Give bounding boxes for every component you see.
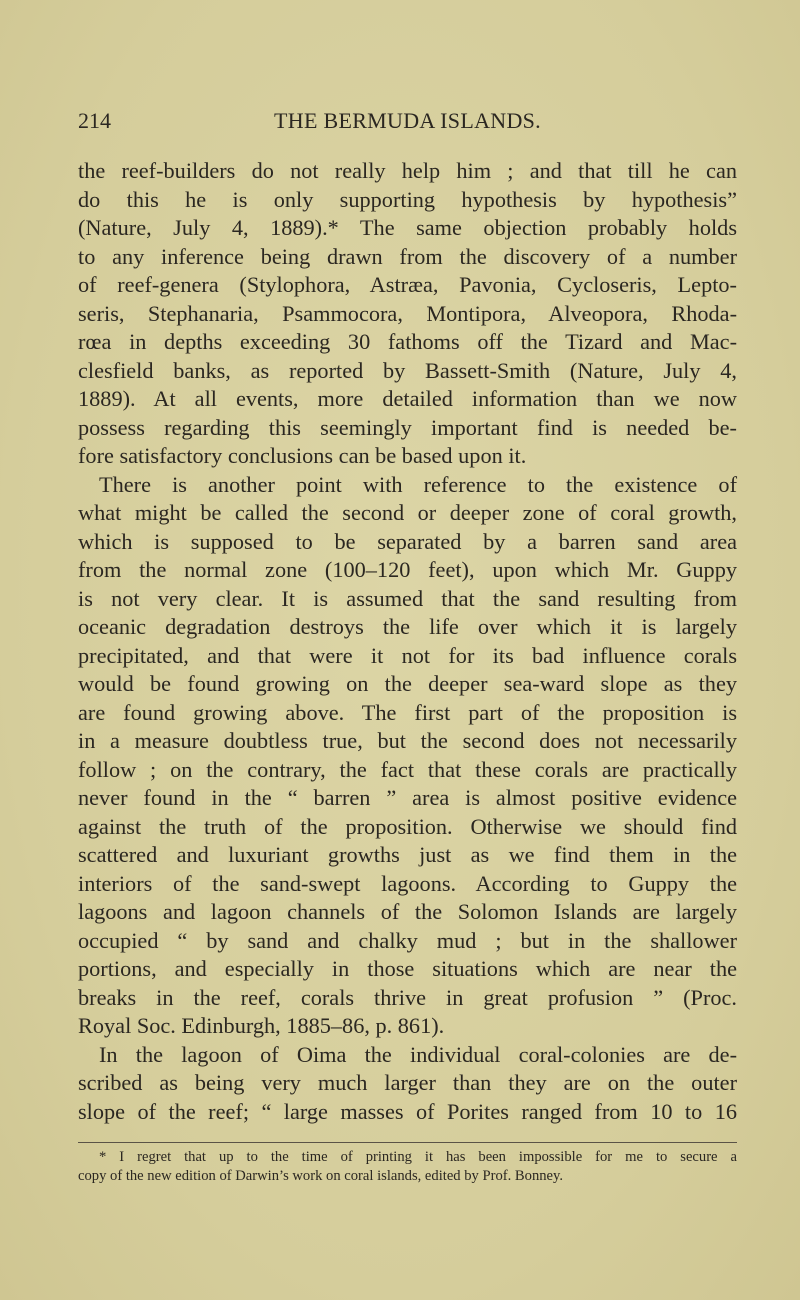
text-line: of reef-genera (Stylophora, Astræa, Pavonia, Cycloseris, Lepto- [78,272,737,297]
running-title: THE BERMUDA ISLANDS. [274,108,541,133]
running-header [78,108,737,138]
text-line: In the lagoon of Oima the individual coral-colonies are de- [99,1041,737,1067]
text-line: occupied “ by sand and chalky mud ; but in the shallower [78,927,737,953]
text-line: rœa in depths exceeding 30 fathoms off the Tizard and Mac- [78,329,737,354]
footnote-line: copy of the new edition of Darwin’s work on coral islands, edited by Prof. Bonney. [78,1168,564,1184]
footnote [78,1148,737,1186]
text-line: lagoons and lagoon channels of the Solomon Islands are largely [78,899,737,924]
text-line: clesfield banks, as reported by Bassett-Smith (Nature, July 4, [78,357,737,383]
text-line: 1889). At all events, more detailed information than we now [78,386,737,411]
text-line: from the normal zone (100–120 feet), upon which Mr. Guppy [78,557,737,582]
text-line: (Nature, July 4, 1889).* The same objection probably holds [78,215,737,240]
text-line: seris, Stephanaria, Psammocora, Montipora, Alveopora, Rhoda- [78,300,737,326]
text-line: interiors of the sand-swept lagoons. According to Guppy the [78,870,737,896]
text-line: would be found growing on the deeper sea-ward slope as they [78,671,737,696]
text-line: the reef-builders do not really help him ; and that till he can [78,158,737,183]
text-line: precipitated, and that were it not for its bad influence corals [78,642,737,668]
text-line: in a measure doubtless true, but the second does not necessarily [78,728,737,753]
text-line: what might be called the second or deeper zone of coral growth, [78,500,737,525]
page-number: 214 [78,108,111,133]
text-line: which is supposed to be separated by a barren sand area [78,528,737,554]
text-line: fore satisfactory conclusions can be based upon it. [78,443,527,468]
text-line: scribed as being very much larger than they are on the outer [78,1070,737,1095]
text-line: portions, and especially in those situations which are near the [78,956,737,981]
text-line: do this he is only supporting hypothesis by hypothesis” [78,186,737,212]
text-line: slope of the reef; “ large masses of Porites ranged from 10 to 16 [78,1098,737,1124]
text-line: breaks in the reef, corals thrive in great profusion ” (Proc. [78,984,737,1010]
footnote-divider [78,1142,737,1143]
text-line: follow ; on the contrary, the fact that these corals are practically [78,756,737,782]
footnote-line: * I regret that up to the time of printing it has been impossible for me to secure a [99,1149,737,1165]
text-line: possess regarding this seemingly important find is needed be- [78,414,737,440]
text-line: is not very clear. It is assumed that the sand resulting from [78,585,737,611]
text-line: scattered and luxuriant growths just as we find them in the [78,842,737,867]
body-text [78,157,737,1126]
text-line: against the truth of the proposition. Otherwise we should find [78,813,737,839]
text-line: never found in the “ barren ” area is almost positive evidence [78,785,737,810]
text-line: to any inference being drawn from the discovery of a number [78,243,737,269]
text-line: oceanic degradation destroys the life over which it is largely [78,614,737,639]
text-line: There is another point with reference to the existence of [99,471,737,497]
text-line: Royal Soc. Edinburgh, 1885–86, p. 861). [78,1013,445,1038]
text-line: are found growing above. The first part of the proposition is [78,699,737,725]
